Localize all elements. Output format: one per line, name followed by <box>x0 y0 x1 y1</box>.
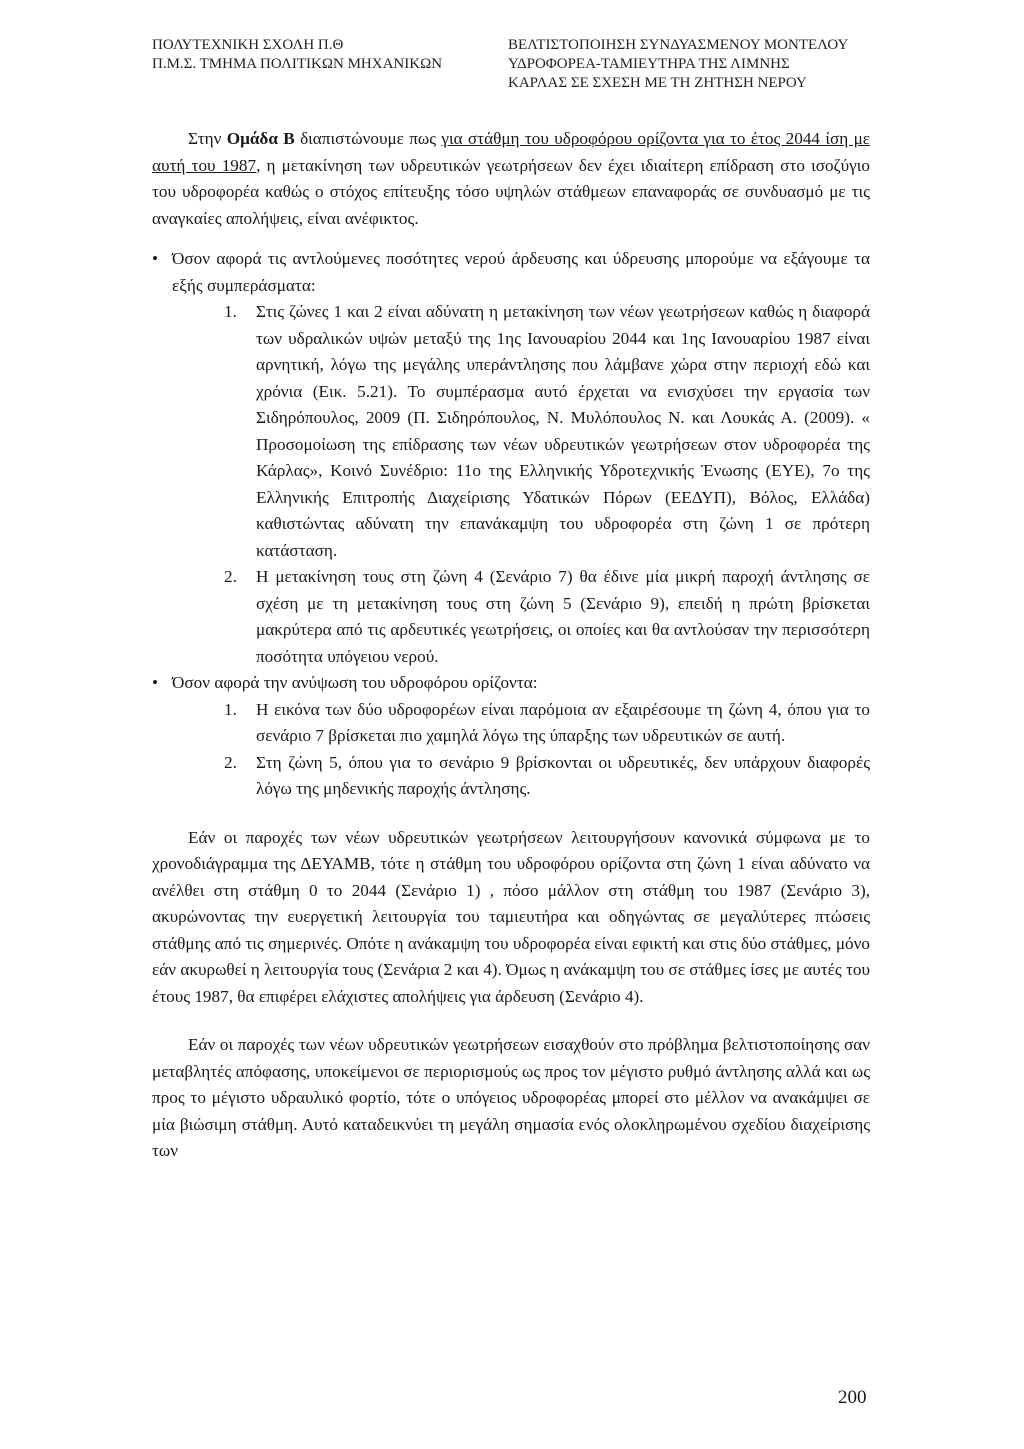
header-title-line-3: ΚΑΡΛΑΣ ΣΕ ΣΧΕΣΗ ΜΕ ΤΗ ΖΗΤΗΣΗ ΝΕΡΟΥ <box>508 75 807 91</box>
header-left <box>152 36 442 74</box>
intro-paragraph <box>152 126 870 232</box>
bullet-text: Όσον αφορά την ανύψωση του υδροφόρου ορίζοντα: <box>172 673 538 692</box>
list-item-number: 2. <box>224 567 237 586</box>
paragraph-optimization: Εάν οι παροχές των νέων υδρευτικών γεωτρήσεων εισαχθούν στο πρόβλημα βελτιστοποίησης σαν μεταβλητές απόφασης, υποκείμενοι σε περιορισμούς ως προς τον μέγιστο ρυθμό άντλησης αλλά και ως προς το μέγιστο υδραυλικό φορτίο, τότε ο υπόγειος υδροφορέας μπορεί στο μέλλον να ανακάμψει σε μία βιώσιμη στάθμη. Αυτό καταδεικνύει τη μεγάλη σημασία ενός ολοκληρωμένου σχεδίου διαχείρισης των <box>152 1035 870 1160</box>
list-item <box>152 564 870 670</box>
numbered-list-2 <box>152 697 870 803</box>
intro-rest: , η μετακίνηση των υδρευτικών γεωτρήσεων δεν έχει ιδιαίτερη επίδραση στο ισοζύγιο του υδροφορέα καθώς ο στόχος επίτευξης τόσο υψηλών στάθμεων επαναφοράς σε συνδυασμό με τις αναγκαίες απολήψεις, είναι ανέφικτος. <box>152 155 870 228</box>
header-right <box>508 36 848 93</box>
intro-mid: διαπιστώνουμε πως <box>294 129 442 148</box>
list-item-number: 1. <box>224 302 237 321</box>
header-department: Π.Μ.Σ. ΤΜΗΜΑ ΠΟΛΙΤΙΚΩΝ ΜΗΧΑΝΙΚΩΝ <box>152 56 443 72</box>
bullet-dot-icon: • <box>152 249 159 268</box>
numbered-list-1 <box>152 299 870 670</box>
page-body <box>152 126 870 1165</box>
list-item-text: Στις ζώνες 1 και 2 είναι αδύνατη η μετακίνηση των νέων γεωτρήσεων καθώς η διαφορά των υδραλικών υψών μεταξύ της 1ης Ιανουαρίου 2044 και 1ης Ιανουαρίου 1987 είναι αρνητική, λόγω της μεγάλης υπεράντλησης που λάμβανε χώρα στην περιοχή εδώ και χρόνια (Εικ. 5.21). Το συμπέρασμα αυτό έρχεται να ενισχύσει την εργασία των Σιδηρόπουλος, 2009 (Π. Σιδηρόπουλος, Ν. Μυλόπουλος Ν. και Λουκάς Α. (2009). « Προσομοίωση της επίδρασης των νέων υδρευτικών γεωτρήσεων στον υδροφορέα της Κάρλας», Κοινό Συνέδριο: 11ο της Ελληνικής Υδροτεχνικής Ένωσης (ΕΥΕ), 7ο της Ελληνικής Επιτροπής Διαχείρισης Υδατικών Πόρων (ΕΕΔΥΠ), Βόλος, Ελλάδα) καθιστώντας αδύνατη την επανάκαμψη του υδροφορέα στη ζώνη 1 σε πρότερη κατάσταση. <box>256 302 870 560</box>
header-title-line-2: ΥΔΡΟΦΟΡΕΑ-ΤΑΜΙΕΥΤΗΡΑ ΤΗΣ ΛΙΜΝΗΣ <box>508 56 790 72</box>
page-number: 200 <box>838 1387 867 1408</box>
list-item-text: Η μετακίνηση τους στη ζώνη 4 (Σενάριο 7) θα έδινε μία μικρή παροχή άντλησης σε σχέση με τη μετακίνηση τους στη ζώνη 5 (Σενάριο 9), επειδή η πρώτη βρίσκεται μακρύτερα από τις αρδευτικές γεωτρήσεις, οι οποίες και θα αντλούσαν την περισσότερη ποσότητα υπόγειου νερού. <box>256 567 870 666</box>
bullet-water-table-rise <box>152 670 870 697</box>
list-item <box>152 750 870 803</box>
group-b-label: Ομάδα Β <box>226 129 295 148</box>
list-item-text: Η εικόνα των δύο υδροφορέων είναι παρόμοια αν εξαιρέσουμε τη ζώνη 4, όπου για το σενάριο 7 βρίσκεται πιο χαμηλά λόγω της ύπαρξης των υδρευτικών σε αυτή. <box>256 699 870 745</box>
paragraph-deyamb-schedule: Εάν οι παροχές των νέων υδρευτικών γεωτρήσεων λειτουργήσουν κανονικά σύμφωνα με το χρονοδιάγραμμα της ΔΕΥΑΜΒ, τότε η στάθμη του υδροφόρου ορίζοντα στη ζώνη 1 είναι αδύνατο να ανέλθει στη στάθμη 0 το 2044 (Σενάριο 1) , πόσο μάλλον στη στάθμη του 1987 (Σενάριο 3), ακυρώνοντας την ευεργετική λειτουργία του ταμιευτήρα και οδηγώντας σε μεγαλύτερες πτώσεις στάθμης από τις σημερινές. Οπότε η ανάκαμψη του υδροφορέα είναι εφικτή και στις δύο στάθμες, μόνο εάν ακυρωθεί η λειτουργία τους (Σενάρια 2 και 4). Όμως η ανάκαμψη του σε στάθμες ίσες με αυτές του έτους 1987, θα επιφέρει ελάχιστες απολήψεις για άρδευση (Σενάριο 4). <box>152 827 870 1006</box>
list-item <box>152 697 870 750</box>
bullet-dot-icon: • <box>152 673 159 692</box>
list-item-number: 2. <box>224 752 237 772</box>
header-title-line-1: ΒΕΛΤΙΣΤΟΠΟΙΗΣΗ ΣΥΝΔΥΑΣΜΕΝΟΥ ΜΟΝΤΕΛΟΥ <box>508 37 849 53</box>
list-item-number: 1. <box>224 699 237 719</box>
intro-prefix: Στην <box>188 129 227 148</box>
header-school: ΠΟΛΥΤΕΧΝΙΚΗ ΣΧΟΛΗ Π.Θ <box>152 37 344 53</box>
list-item-text: Στη ζώνη 5, όπου για το σενάριο 9 βρίσκονται οι υδρευτικές, δεν υπάρχουν διαφορές λόγω της μηδενικής παροχής άντλησης. <box>256 752 870 798</box>
bullet-pumped-quantities <box>152 246 870 299</box>
bullet-text: Όσον αφορά τις αντλούμενες ποσότητες νερού άρδευσης και ύδρευσης μπορούμε να εξάγουμε τα εξής συμπεράσματα: <box>172 249 870 295</box>
underlined-phrase: για στάθμη του υδροφόρου ορίζοντα για το έτος 2044 ίση με αυτή του 1987 <box>152 129 871 175</box>
list-item <box>152 299 870 564</box>
